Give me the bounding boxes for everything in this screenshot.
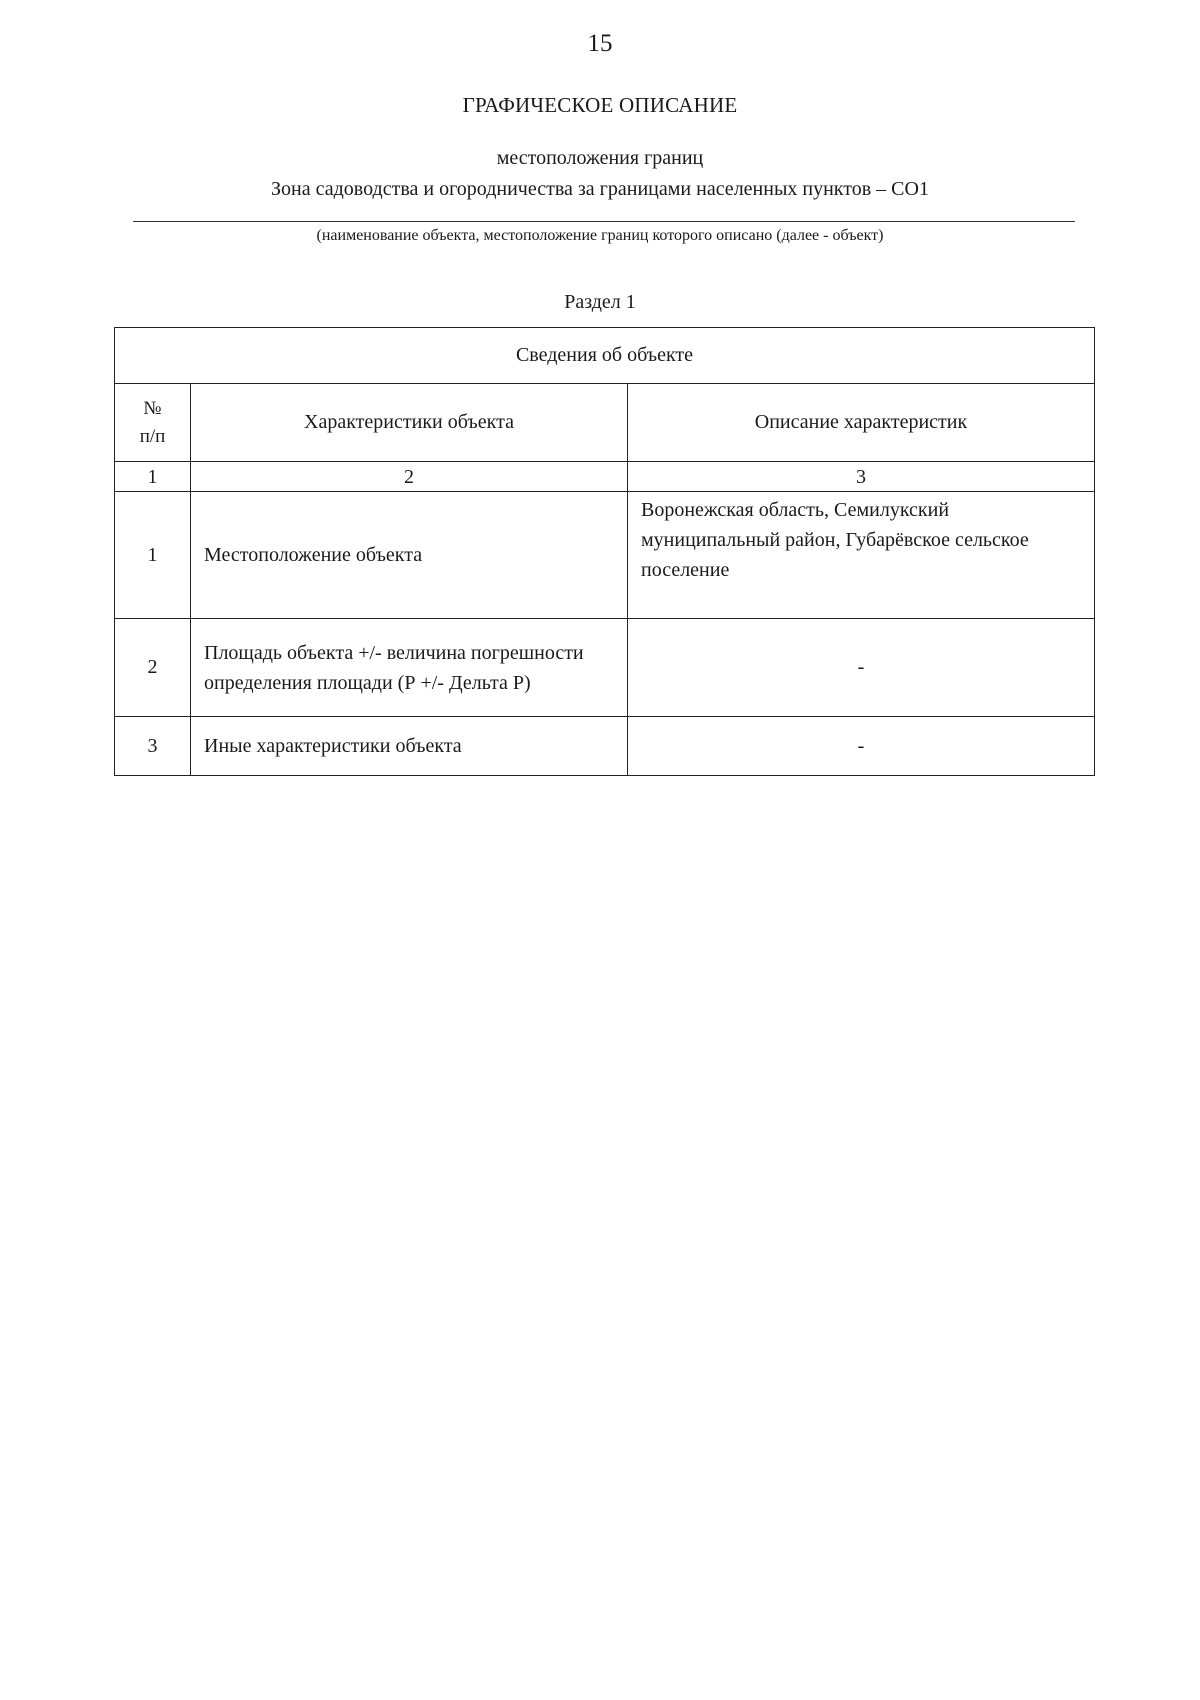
row-description: -: [628, 619, 1095, 717]
column-number: 1: [115, 462, 191, 492]
subtitle-boundaries: местоположения границ: [496, 147, 704, 169]
subtitle-object-name: Зона садоводства и огородничества за границами населенных пунктов – СО1: [271, 178, 929, 200]
header-number-symbol: №: [143, 397, 162, 419]
column-number: 3: [628, 462, 1095, 492]
header-characteristic: Характеристики объекта: [191, 384, 628, 462]
column-number: 2: [191, 462, 628, 492]
header-number: [115, 384, 191, 462]
table-row: [115, 717, 1095, 776]
table-title-row: [115, 328, 1095, 384]
section-label: Раздел 1: [564, 291, 636, 313]
page-number: 15: [587, 30, 613, 57]
object-name-caption: (наименование объекта, местоположение границ которого описано (далее - объект): [316, 227, 884, 244]
row-number: 3: [115, 717, 191, 776]
column-number-row: [115, 462, 1095, 492]
header-description: Описание характеристик: [628, 384, 1095, 462]
row-number: 1: [115, 492, 191, 619]
table-header-row: [115, 384, 1095, 462]
table-title: Сведения об объекте: [115, 328, 1095, 384]
row-description: Воронежская область, Семилукский муниципальный район, Губарёвское сельское поселение: [628, 492, 1095, 619]
document-title: ГРАФИЧЕСКОЕ ОПИСАНИЕ: [462, 93, 738, 117]
table-row: [115, 619, 1095, 717]
object-info-table: [114, 327, 1095, 776]
row-characteristic: Местоположение объекта: [191, 492, 628, 619]
table-row: [115, 492, 1095, 619]
row-description: -: [628, 717, 1095, 776]
row-characteristic: Иные характеристики объекта: [191, 717, 628, 776]
row-number: 2: [115, 619, 191, 717]
underline-rule: [133, 221, 1075, 222]
row-characteristic: Площадь объекта +/- величина погрешности определения площади (Р +/- Дельта Р): [191, 619, 628, 717]
header-number-abbrev: п/п: [139, 425, 166, 447]
